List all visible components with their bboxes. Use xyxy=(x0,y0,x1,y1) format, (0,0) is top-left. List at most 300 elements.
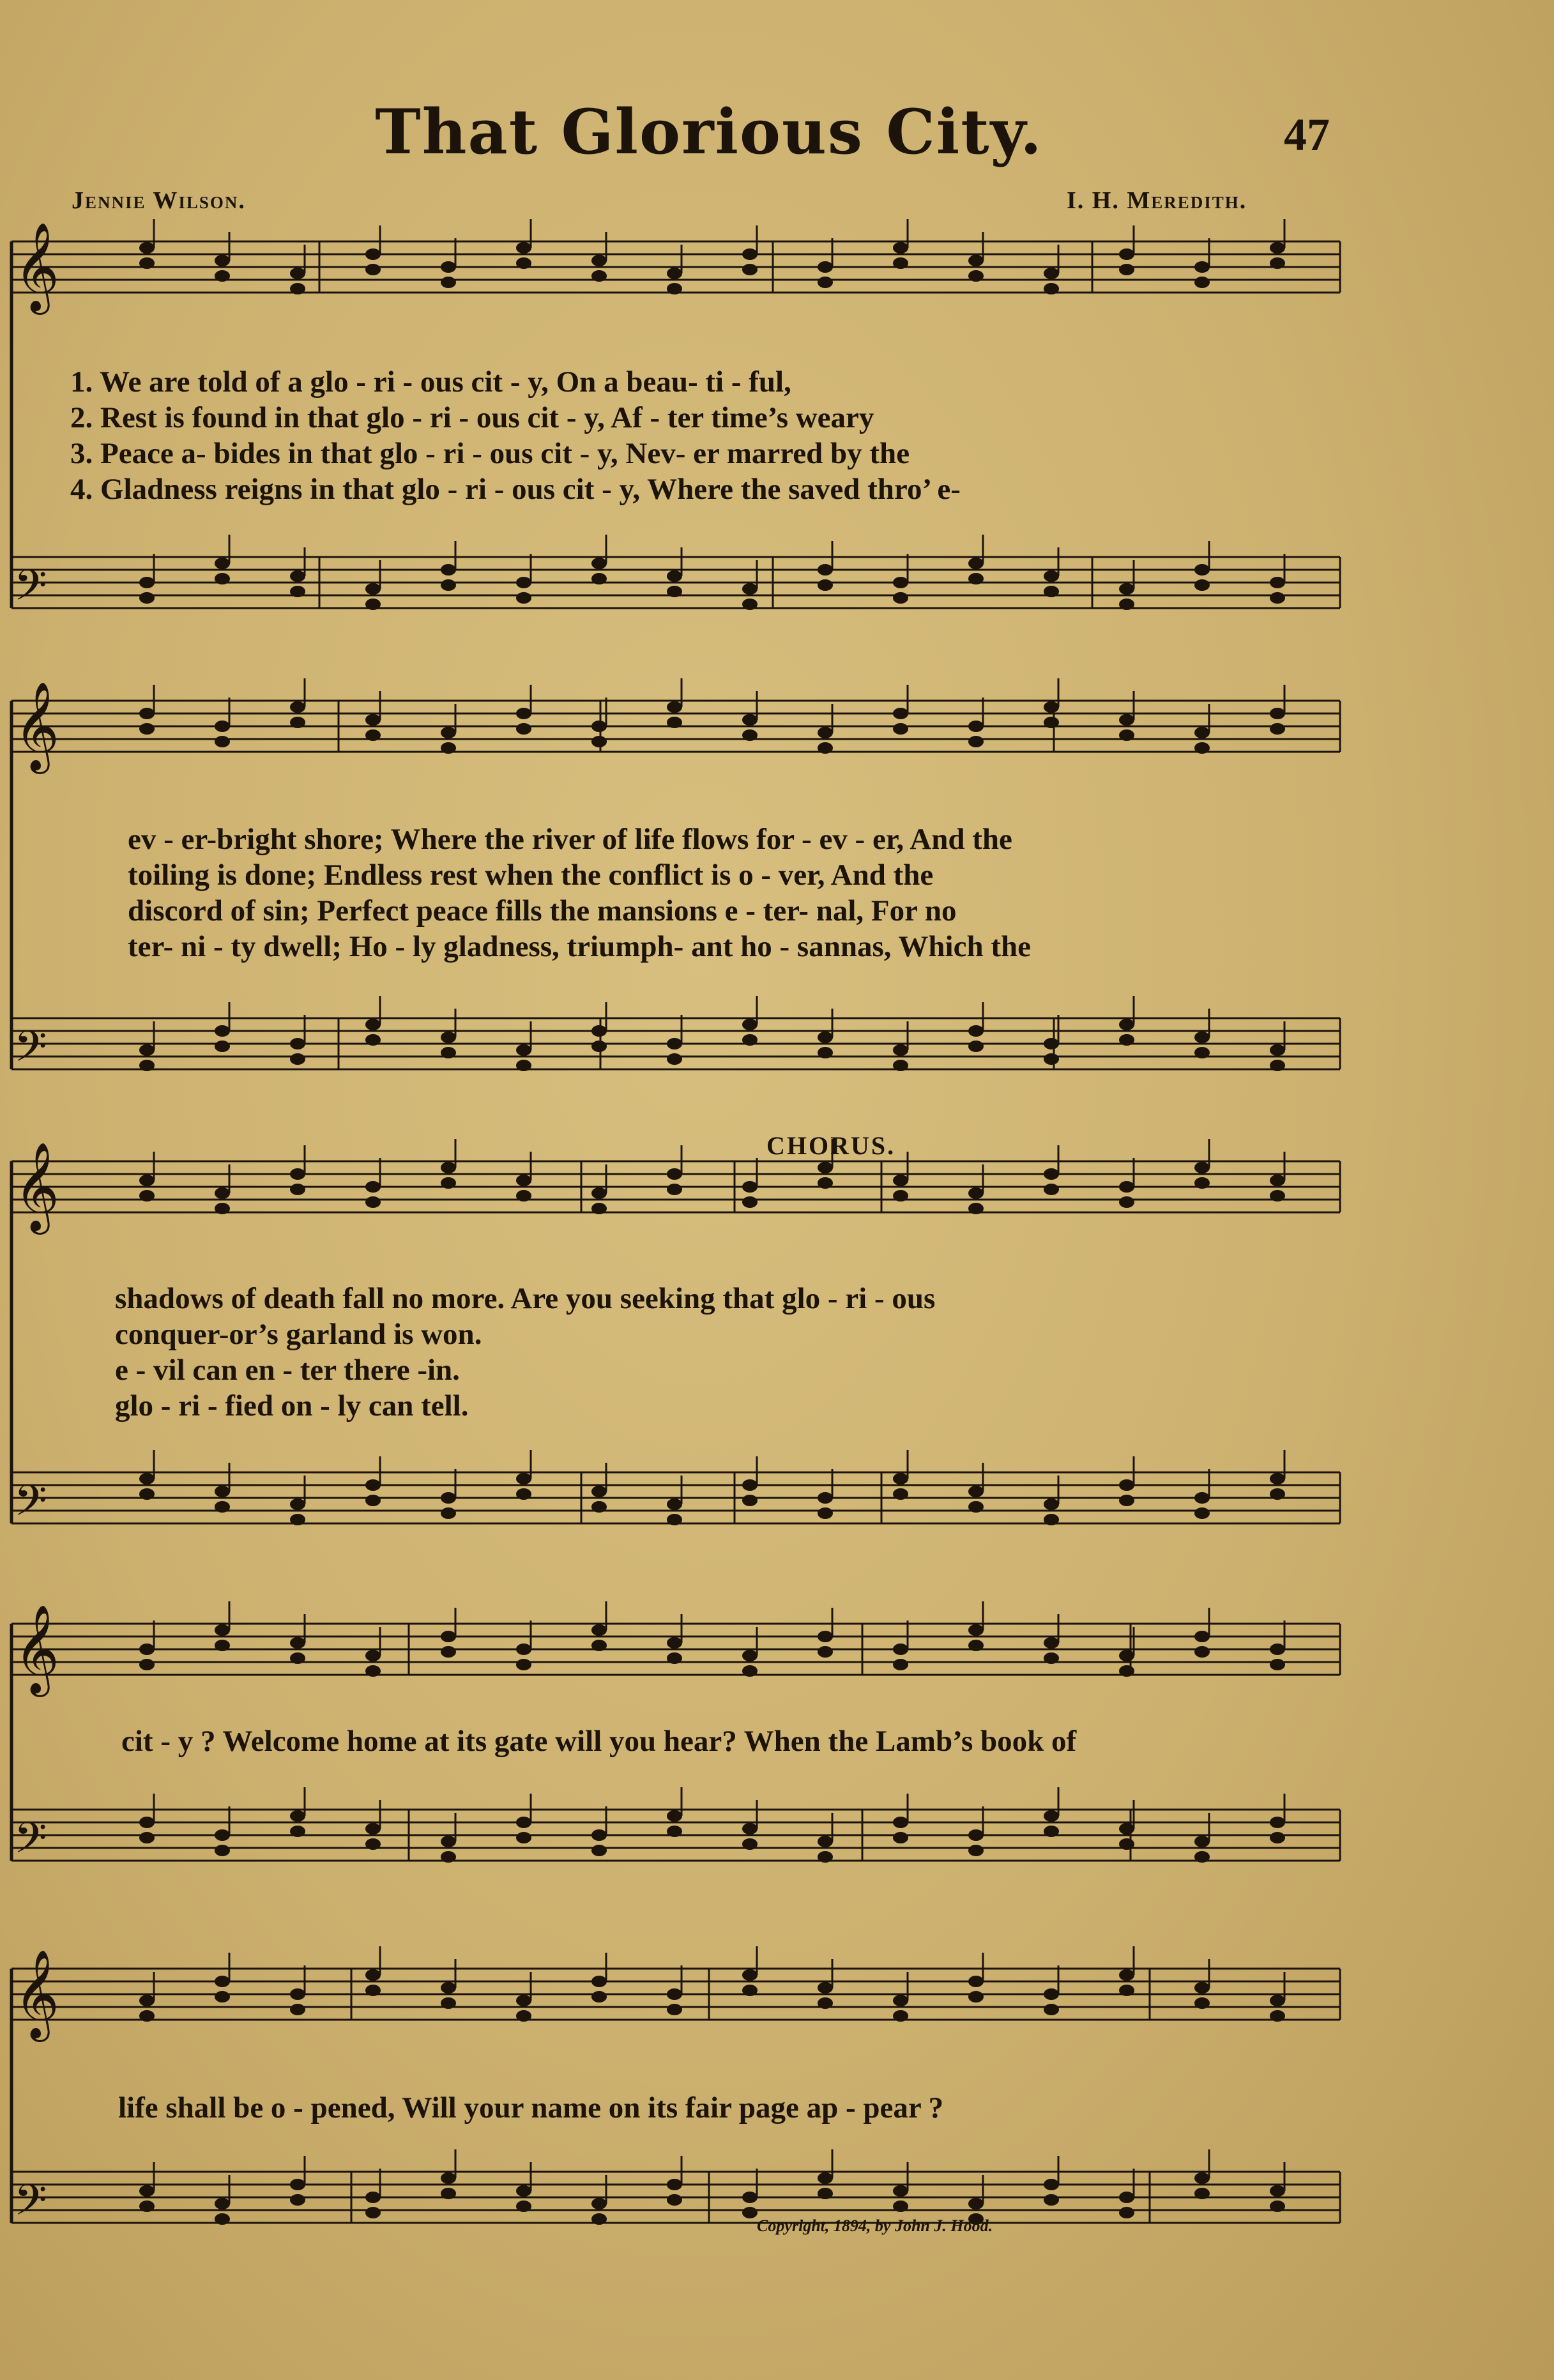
copyright-notice: Copyright, 1894, by John J. Hood. xyxy=(757,2216,993,2235)
note-head xyxy=(742,1196,758,1208)
note-head xyxy=(968,1845,984,1856)
note-head xyxy=(441,1836,456,1847)
note-head xyxy=(441,727,456,738)
note-head xyxy=(968,1624,984,1636)
note-head xyxy=(365,714,381,726)
note-head xyxy=(441,1492,456,1504)
note-head xyxy=(742,1495,758,1506)
note-head xyxy=(667,283,682,294)
note-head xyxy=(1270,257,1285,269)
note-head xyxy=(441,1997,456,2009)
note-head xyxy=(365,583,381,595)
note-head xyxy=(1194,1507,1210,1519)
note-head xyxy=(1119,714,1134,726)
note-head xyxy=(742,2192,758,2203)
note-head xyxy=(591,255,607,266)
note-head xyxy=(215,1501,230,1513)
bass-clef-icon: 𝄢 xyxy=(14,1476,47,1536)
note-head xyxy=(667,1637,682,1649)
note-head xyxy=(365,2192,381,2203)
note-head xyxy=(139,1175,155,1186)
note-head xyxy=(1044,1038,1059,1049)
note-head xyxy=(591,2213,607,2225)
note-head xyxy=(1044,701,1059,713)
note-head xyxy=(215,558,230,569)
note-head xyxy=(591,736,607,747)
note-head xyxy=(893,592,908,604)
note-head xyxy=(742,583,758,595)
note-head xyxy=(1194,1851,1210,1863)
note-head xyxy=(1194,1177,1210,1189)
note-head xyxy=(516,2185,531,2197)
note-head xyxy=(742,1985,758,1996)
note-head xyxy=(893,2010,908,2022)
note-head xyxy=(667,1652,682,1664)
note-head xyxy=(516,1817,531,1828)
note-head xyxy=(1194,727,1210,738)
note-head xyxy=(968,1501,984,1513)
note-head xyxy=(215,1624,230,1636)
note-head xyxy=(441,2172,456,2184)
note-head xyxy=(591,1486,607,1497)
note-head xyxy=(591,1845,607,1856)
note-head xyxy=(1270,592,1285,604)
note-head xyxy=(818,277,833,288)
note-head xyxy=(516,577,531,588)
note-head xyxy=(139,1659,155,1670)
note-head xyxy=(365,1181,381,1193)
lyric-line: life shall be o - pened, Will your name on its fair page ap - pear ? xyxy=(118,2091,944,2124)
note-head xyxy=(742,1969,758,1981)
note-head xyxy=(290,2194,305,2206)
note-head xyxy=(1194,1162,1210,1173)
note-head xyxy=(290,1988,305,2000)
note-head xyxy=(365,1034,381,1046)
note-head xyxy=(818,1047,833,1058)
note-head xyxy=(290,1637,305,1649)
note-head xyxy=(742,1181,758,1193)
note-head xyxy=(591,558,607,569)
note-head xyxy=(215,736,230,747)
note-head xyxy=(893,1832,908,1843)
note-head xyxy=(742,2207,758,2218)
lyric-line: toiling is done; Endless rest when the conflict is o - ver, And the xyxy=(128,858,934,892)
note-head xyxy=(365,1479,381,1491)
note-head xyxy=(290,268,305,279)
note-head xyxy=(365,1650,381,1661)
note-head xyxy=(968,2198,984,2209)
note-head xyxy=(667,1184,682,1195)
note-head xyxy=(1270,1817,1285,1828)
note-head xyxy=(818,1646,833,1658)
note-head xyxy=(516,1044,531,1056)
note-head xyxy=(893,708,908,719)
note-head xyxy=(441,261,456,273)
note-head xyxy=(215,2213,230,2225)
note-head xyxy=(1119,2207,1134,2218)
note-head xyxy=(818,564,833,576)
note-head xyxy=(818,1507,833,1519)
note-head xyxy=(1119,1838,1134,1850)
note-head xyxy=(1119,729,1134,741)
note-head xyxy=(591,1640,607,1651)
note-head xyxy=(441,1646,456,1658)
note-head xyxy=(516,2201,531,2212)
note-head xyxy=(290,586,305,597)
note-head xyxy=(1270,1190,1285,1201)
note-head xyxy=(968,1829,984,1841)
note-head xyxy=(215,1203,230,1214)
note-head xyxy=(441,2188,456,2199)
note-head xyxy=(1119,1034,1134,1046)
note-head xyxy=(516,242,531,254)
note-head xyxy=(968,1486,984,1497)
note-head xyxy=(1270,1060,1285,1071)
note-head xyxy=(1044,2194,1059,2206)
lyric-line: glo - ri - fied on - ly can tell. xyxy=(115,1389,469,1423)
note-head xyxy=(591,2198,607,2209)
note-head xyxy=(139,1832,155,1843)
note-head xyxy=(742,1019,758,1030)
note-head xyxy=(1194,1032,1210,1043)
note-head xyxy=(591,1991,607,2002)
treble-clef-icon: 𝄞 xyxy=(14,1142,59,1231)
note-head xyxy=(215,1041,230,1052)
note-head xyxy=(742,264,758,275)
note-head xyxy=(365,1838,381,1850)
note-head xyxy=(215,1829,230,1841)
note-head xyxy=(1270,1659,1285,1670)
note-head xyxy=(742,1034,758,1046)
note-head xyxy=(1119,1495,1134,1506)
note-head xyxy=(516,1060,531,1071)
note-head xyxy=(742,1650,758,1661)
note-head xyxy=(667,717,682,728)
note-head xyxy=(893,1995,908,2006)
note-head xyxy=(742,1665,758,1677)
note-head xyxy=(1044,2004,1059,2015)
note-head xyxy=(1270,2010,1285,2022)
note-head xyxy=(818,1162,833,1173)
note-head xyxy=(516,1995,531,2006)
note-head xyxy=(1044,1053,1059,1065)
note-head xyxy=(1044,1499,1059,1510)
note-head xyxy=(441,1032,456,1043)
note-head xyxy=(818,1997,833,2009)
note-head xyxy=(667,1168,682,1180)
note-head xyxy=(215,1640,230,1651)
treble-clef-icon: 𝄞 xyxy=(14,1605,59,1693)
verse-system-4 xyxy=(121,1723,1399,1759)
note-head xyxy=(1194,277,1210,288)
note-head xyxy=(139,1044,155,1056)
note-head xyxy=(968,1203,984,1214)
note-head xyxy=(290,1826,305,1837)
lyric-line: 4. Gladness reigns in that glo - ri - ous cit - y, Where the saved thro’ e- xyxy=(70,473,961,506)
note-head xyxy=(1194,564,1210,576)
note-head xyxy=(441,564,456,576)
note-head xyxy=(667,2194,682,2206)
lyric-line: ter- ni - ty dwell; Ho - ly gladness, triumph- ant ho - sannas, Which the xyxy=(128,930,1032,963)
note-head xyxy=(893,1488,908,1500)
note-head xyxy=(1270,577,1285,588)
note-head xyxy=(1119,1985,1134,1996)
note-head xyxy=(818,2188,833,2199)
treble-clef-icon: 𝄞 xyxy=(14,682,59,770)
note-head xyxy=(516,257,531,269)
note-head xyxy=(365,1985,381,1996)
note-head xyxy=(139,2010,155,2022)
note-head xyxy=(591,573,607,584)
note-head xyxy=(818,1032,833,1043)
note-head xyxy=(441,579,456,591)
note-head xyxy=(818,1631,833,1642)
note-head xyxy=(968,1976,984,1987)
note-head xyxy=(591,1829,607,1841)
note-head xyxy=(818,1851,833,1863)
note-head xyxy=(818,727,833,738)
note-head xyxy=(1270,723,1285,735)
note-head xyxy=(139,1190,155,1201)
note-head xyxy=(591,1041,607,1052)
note-head xyxy=(1119,1181,1134,1193)
note-head xyxy=(365,1495,381,1506)
note-head xyxy=(441,1162,456,1173)
note-head xyxy=(365,1196,381,1208)
note-head xyxy=(215,1976,230,1987)
note-head xyxy=(516,1473,531,1484)
note-head xyxy=(1194,1997,1210,2009)
note-head xyxy=(441,277,456,288)
note-head xyxy=(215,255,230,266)
note-head xyxy=(968,270,984,282)
lyric-line: e - vil can en - ter there -in. xyxy=(115,1354,460,1387)
note-head xyxy=(516,1175,531,1186)
note-head xyxy=(818,2172,833,2184)
note-head xyxy=(1119,2192,1134,2203)
note-head xyxy=(1194,1646,1210,1658)
note-head xyxy=(516,1644,531,1655)
verse-system-2 xyxy=(128,821,1405,965)
note-head xyxy=(1270,1832,1285,1843)
lyric-line: shadows of death fall no more. Are you seeking that glo - ri - ous xyxy=(115,1282,936,1315)
note-head xyxy=(1119,248,1134,260)
note-head xyxy=(742,729,758,741)
note-head xyxy=(516,1488,531,1500)
note-head xyxy=(139,242,155,254)
note-head xyxy=(441,1851,456,1863)
note-head xyxy=(667,2179,682,2190)
note-head xyxy=(968,1991,984,2002)
note-head xyxy=(591,1501,607,1513)
lyric-line: discord of sin; Perfect peace fills the mansions e - ter- nal, For no xyxy=(128,894,957,927)
note-head xyxy=(139,1488,155,1500)
note-head xyxy=(441,1047,456,1058)
note-head xyxy=(1119,1823,1134,1835)
note-head xyxy=(139,592,155,604)
note-head xyxy=(290,570,305,582)
note-head xyxy=(290,2179,305,2190)
note-head xyxy=(742,599,758,610)
note-head xyxy=(441,1177,456,1189)
note-head xyxy=(365,1019,381,1030)
note-head xyxy=(1270,1175,1285,1186)
note-head xyxy=(667,1988,682,2000)
note-head xyxy=(516,708,531,719)
note-head xyxy=(667,2004,682,2015)
note-head xyxy=(516,1832,531,1843)
note-head xyxy=(1044,1168,1059,1180)
note-head xyxy=(516,1190,531,1201)
note-head xyxy=(893,1060,908,1071)
note-head xyxy=(591,270,607,282)
chorus-label: CHORUS. xyxy=(766,1131,896,1160)
lyric-line: 1. We are told of a glo - ri - ous cit - y, On a beau- ti - ful, xyxy=(70,365,791,399)
note-head xyxy=(290,2004,305,2015)
note-head xyxy=(1270,242,1285,254)
note-head xyxy=(1270,2185,1285,2197)
bass-clef-icon: 𝄢 xyxy=(14,561,47,620)
lyric-line: cit - y ? Welcome home at its gate will you hear? When the Lamb’s book of xyxy=(121,1725,1077,1758)
note-head xyxy=(1044,2179,1059,2190)
note-head xyxy=(215,1845,230,1856)
note-head xyxy=(1270,1044,1285,1056)
note-head xyxy=(139,1644,155,1655)
note-head xyxy=(1044,1637,1059,1649)
note-head xyxy=(591,1025,607,1037)
note-head xyxy=(516,723,531,735)
note-head xyxy=(1194,1631,1210,1642)
note-head xyxy=(667,1826,682,1837)
note-head xyxy=(893,723,908,735)
note-head xyxy=(968,721,984,732)
lyric-line: conquer-or’s garland is won. xyxy=(115,1318,482,1351)
note-head xyxy=(1194,579,1210,591)
note-head xyxy=(1194,1492,1210,1504)
note-head xyxy=(441,742,456,754)
note-head xyxy=(667,586,682,597)
note-head xyxy=(968,573,984,584)
note-head xyxy=(893,1473,908,1484)
note-head xyxy=(1044,268,1059,279)
note-head xyxy=(968,1041,984,1052)
note-head xyxy=(818,1836,833,1847)
note-head xyxy=(1270,2201,1285,2212)
note-head xyxy=(290,1168,305,1180)
note-head xyxy=(1044,1810,1059,1822)
note-head xyxy=(968,255,984,266)
note-head xyxy=(1119,264,1134,275)
note-head xyxy=(139,1473,155,1484)
note-head xyxy=(742,1838,758,1850)
note-head xyxy=(1044,717,1059,728)
note-head xyxy=(1194,261,1210,273)
note-head xyxy=(818,579,833,591)
note-head xyxy=(968,736,984,747)
note-head xyxy=(1119,599,1134,610)
notes xyxy=(14,219,1285,2235)
verse-system-1 xyxy=(70,364,1348,507)
note-head xyxy=(1270,1995,1285,2006)
note-head xyxy=(139,1995,155,2006)
note-head xyxy=(365,729,381,741)
note-head xyxy=(290,283,305,294)
note-head xyxy=(1194,1836,1210,1847)
note-head xyxy=(290,1514,305,1525)
note-head xyxy=(1044,1184,1059,1195)
note-head xyxy=(591,1203,607,1214)
note-head xyxy=(667,1810,682,1822)
note-head xyxy=(893,2201,908,2212)
note-head xyxy=(139,2185,155,2197)
note-head xyxy=(591,1624,607,1636)
note-head xyxy=(893,2185,908,2197)
note-head xyxy=(818,1982,833,1994)
note-head xyxy=(591,1976,607,1987)
note-head xyxy=(667,1499,682,1510)
note-head xyxy=(365,1969,381,1981)
note-head xyxy=(365,2207,381,2218)
note-head xyxy=(1119,1665,1134,1677)
note-head xyxy=(215,721,230,732)
note-head xyxy=(441,1507,456,1519)
lyricist-credit: Jennie Wilson. xyxy=(72,187,246,214)
note-head xyxy=(290,701,305,713)
bass-clef-icon: 𝄢 xyxy=(14,1813,47,1873)
hymn-title: That Glorious City. xyxy=(375,96,1043,168)
note-head xyxy=(139,723,155,735)
note-head xyxy=(893,1644,908,1655)
note-head xyxy=(215,573,230,584)
note-head xyxy=(139,2201,155,2212)
note-head xyxy=(365,248,381,260)
note-head xyxy=(1119,1019,1134,1030)
note-head xyxy=(968,558,984,569)
note-head xyxy=(290,1053,305,1065)
note-head xyxy=(516,592,531,604)
note-head xyxy=(1270,1644,1285,1655)
note-head xyxy=(818,261,833,273)
note-head xyxy=(893,1175,908,1186)
note-head xyxy=(290,1810,305,1822)
note-head xyxy=(667,701,682,713)
note-head xyxy=(1194,742,1210,754)
page-number: 47 xyxy=(1284,109,1330,160)
note-head xyxy=(893,577,908,588)
note-head xyxy=(215,1991,230,2002)
note-head xyxy=(290,1184,305,1195)
note-head xyxy=(1119,1969,1134,1981)
note-head xyxy=(215,1187,230,1199)
note-head xyxy=(818,742,833,754)
note-head xyxy=(290,1499,305,1510)
note-head xyxy=(742,248,758,260)
note-head xyxy=(667,1514,682,1525)
note-head xyxy=(365,1823,381,1835)
note-head xyxy=(667,570,682,582)
note-head xyxy=(968,1187,984,1199)
note-head xyxy=(968,1025,984,1037)
note-head xyxy=(215,1486,230,1497)
note-head xyxy=(893,242,908,254)
note-head xyxy=(1044,1988,1059,2000)
note-head xyxy=(365,599,381,610)
note-head xyxy=(1270,1488,1285,1500)
note-head xyxy=(818,1492,833,1504)
note-head xyxy=(365,1665,381,1677)
note-head xyxy=(215,1025,230,1037)
note-head xyxy=(215,270,230,282)
